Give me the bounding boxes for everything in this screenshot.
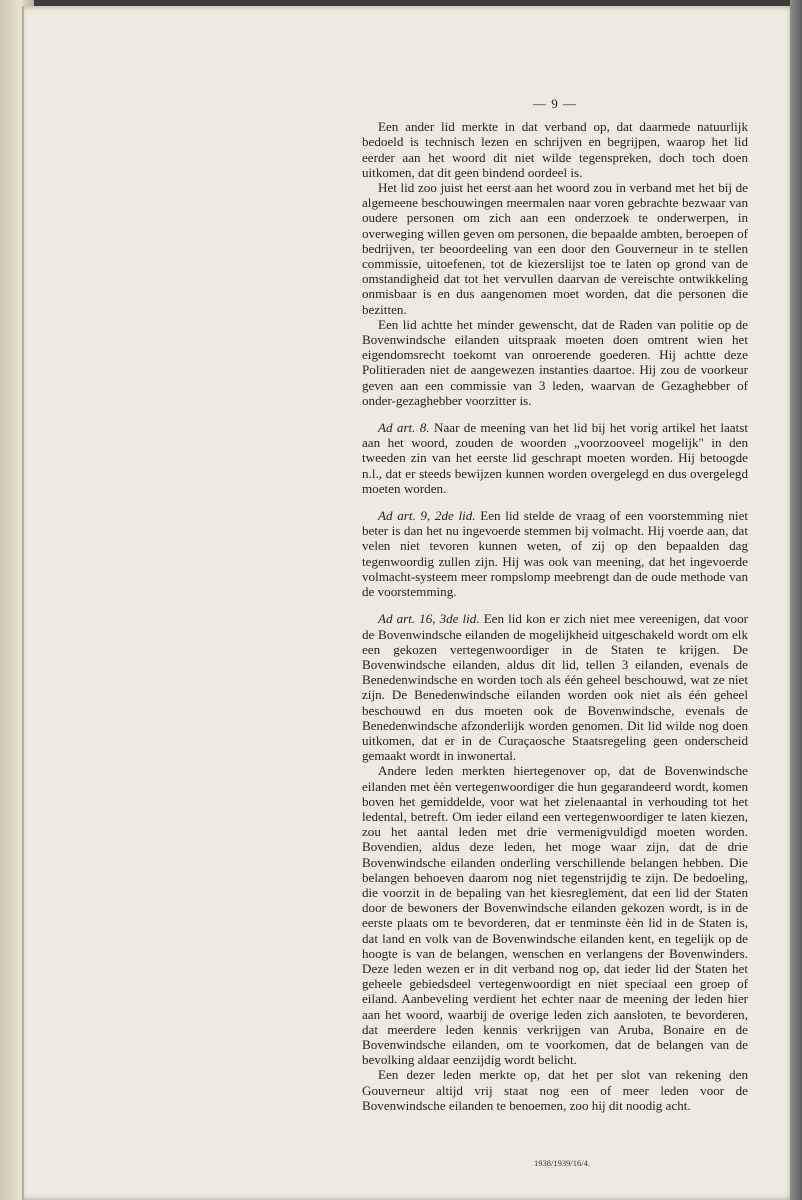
- page-number: — 9 —: [533, 96, 577, 111]
- article-reference: Ad art. 9, 2de lid.: [378, 508, 476, 524]
- paragraph-7: Andere leden merkten hiertegenover op, dat de Bovenwindsche eilanden met èèn vertegenwoordiger die hun gegarandeerd wordt, komen boven het gemiddelde, voor wat het zielenaantal in verhouding tot het ledental, betreft. Om ieder eiland een vertegenwoordiger te laten kiezen, zou het aantal leden met drie vermenigvuldigd moeten worden. Bovendien, aldus deze leden, het moge waar zijn, dat de drie Bovenwindsche eilanden onderling verschillende belangen hebben. Die belangen behoeven daarom nog niet tegenstrijdig te zijn. De bedoeling, die voorzit in de bepaling van het kiesreglement, dat een lid der Staten door de bewoners der Bovenwindsche eilanden gekozen wordt, is in de eerste plaats om te bevorderen, dat er tenminste èèn lid in de Staten is, dat land en volk van de Bovenwindsche eilanden kent, en tegelijk op de hoogte is van de belangen, wenschen en verlangens der Bovenwinders. Deze leden wezen er in dit verband nog op, dat ieder lid der Staten het geheele gebiedsdeel vertegenwoordigt en niet speciaal een groep of eiland. Aanbeveling verdient het echter naar de meening der leden hier aan het woord, waarbij de overige leden zich aansloten, te bevorderen, dat meerdere leden kennis verkrijgen van Aruba, Bonaire en de Bovenwindsche eilanden, om te voorkomen, dat de belangen van de bevolking aldaar eenzijdig wordt belicht.: [362, 763, 748, 1068]
- article-reference: Ad art. 16, 3de lid.: [378, 611, 480, 627]
- article-reference: Ad art. 8.: [378, 420, 430, 436]
- scan-background-right: [790, 0, 802, 1200]
- document-reference-footer: 1938/1939/16/4.: [534, 1158, 590, 1168]
- page-content: [362, 96, 748, 1113]
- paragraph-art-9: Ad art. 9, 2de lid. Een lid stelde de vraag of een voorstemming niet beter is dan het nu ingevoerde stemmen bij volmacht. Hij voerde aan, dat velen niet tevoren kunnen weten, of zij op den bepaalden dag tegenwoordig zullen zijn. Hij was ook van meening, dat het ingevoerde volmacht-systeem meer rompslomp meebrengt dan de oude methode van de voorstemming.: [362, 508, 749, 600]
- paragraph-8: Een dezer leden merkte op, dat het per slot van rekening den Gouverneur altijd vrij staat nog een of meer leden voor de Bovenwindsche eilanden te benoemen, zoo hij dit noodig acht.: [362, 1067, 748, 1113]
- paragraph-3: Een lid achtte het minder gewenscht, dat de Raden van politie op de Bovenwindsche eilanden uitspraak moeten doen omtrent wien het eigendomsrecht toekomt van onroerende goederen. Hij achtte deze Politieraden niet de aangewezen instanties daartoe. Hij zou de voorkeur geven aan een commissie van 3 leden, waarvan de Gezaghebber of onder-gezaghebber voorzitter is.: [362, 316, 748, 408]
- paragraph-2: Het lid zoo juist het eerst aan het woord zou in verband met het bij de algemeene beschouwingen meermalen naar voren gebrachte bezwaar van oudere personen om zich aan een onderzoek te onderwerpen, in overweging willen geven om personen, die bepaalde ambten, beroepen of bedrijven, ter beoordeeling van een door den Gouverneur in te stellen commissie, uitoefenen, tot de kiezerslijst toe te laten op grond van de omstandigheid dat tot het vervullen daarvan de vereischte ontwikkeling onmisbaar is en dus aangenomen moet worden, dat die personen die bezitten.: [362, 180, 748, 317]
- paragraph-art-16: Ad art. 16, 3de lid. Een lid kon er zich niet mee vereenigen, dat voor de Bovenwindsche eilanden de mogelijkheid uitgeschakeld wordt om elk een gekozen vertegenwoordiger in de Staten te krijgen. De Bovenwindsche eilanden, aldus dit lid, tellen 3 eilanden, evenals de Benedenwindsche en worden toch als één geheel beschouwd, wat ze niet zijn. De Benedenwindsche eilanden worden ook niet als één geheel beschouwd en dus moeten ook de Bovenwindsche, evenals de Benedenwindsche afzonderlijk worden genomen. Dit lid wilde nog doen uitkomen, dat er in de Curaçaosche Staatsregeling geen onderscheid gemaakt wordt in inwonertal.: [362, 611, 749, 764]
- paragraph-art-8: Ad art. 8. Naar de meening van het lid bij het vorig artikel het laatst aan het woord, zouden de woorden „voorzooveel mogelijk" in den tweeden zin van het eerste lid geschrapt moeten worden. Hij betoogde n.l., dat er steeds bewijzen kunnen worden overgelegd en dus overgelegd moeten worden.: [362, 420, 748, 496]
- paragraph-1: Een ander lid merkte in dat verband op, dat daarmede natuurlijk bedoeld is technisch lezen en schrijven en begrijpen, waarop het lid eerder aan het woord dit niet wilde tegenspreken, doch toch doen uitkomen, dat dit geen bindend oordeel is.: [362, 119, 748, 180]
